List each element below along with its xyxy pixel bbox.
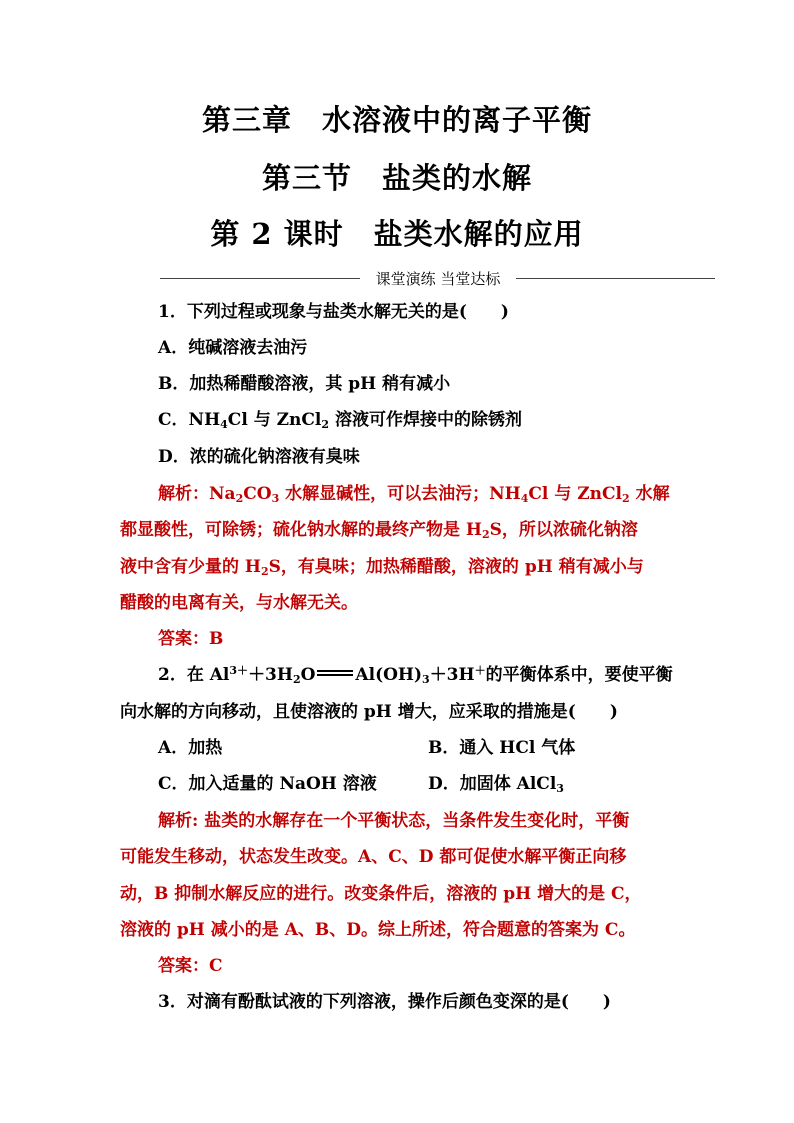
- q2-answer: [158, 954, 223, 978]
- q3-stem: 3．对滴有酚酞试液的下列溶液，操作后颜色变深的是( ): [158, 992, 611, 1012]
- subscript: 2: [260, 565, 269, 578]
- q2-analysis-line-1: [158, 809, 629, 833]
- q1-stem: 1．下列过程或现象与盐类水解无关的是( ): [158, 302, 509, 322]
- chapter-title: 第三章 水溶液中的离子平衡: [201, 103, 592, 137]
- section-divider: [160, 268, 715, 288]
- text-segment: S，有臭味；加热稀醋酸，溶液的 pH 稍有减小与: [268, 557, 644, 577]
- text-segment: O: [300, 665, 316, 685]
- text-segment: 2．在 Al: [158, 665, 230, 685]
- q2-stem-line-2: 向水解的方向移动，且使溶液的 pH 增大，应采取的措施是( ): [120, 702, 618, 722]
- q2-analysis-line-2: 可能发生移动，状态发生改变。A、C、D 都可促使水解平衡正向移: [120, 847, 627, 867]
- text-segment: D．加固体 AlCl: [428, 774, 557, 794]
- text-segment: Cl 与 ZnCl: [528, 484, 622, 504]
- answer-label: 答案: [158, 956, 192, 976]
- text-segment: Cl 与 ZnCl: [227, 410, 322, 430]
- q2-option-b: B．通入 HCl 气体: [428, 738, 576, 758]
- answer-value: ：C: [192, 956, 223, 976]
- q2-option-c: C．加入适量的 NaOH 溶液: [158, 774, 377, 794]
- q1-analysis-line-4: 醋酸的电离有关，与水解无关。: [120, 593, 358, 613]
- q1-option-b: B．加热稀醋酸溶液，其 pH 稍有减小: [158, 374, 451, 394]
- subscript: 2: [235, 492, 244, 505]
- subscript: 2: [321, 418, 330, 431]
- answer-label: 答案: [158, 629, 192, 649]
- q1-analysis-line-1: [158, 482, 670, 506]
- q1-option-c: [158, 408, 522, 432]
- text-segment: S，所以浓硫化钠溶: [489, 520, 638, 540]
- section-title: 第三节 盐类的水解: [261, 161, 532, 195]
- text-segment: ：Na: [192, 484, 236, 504]
- text-segment: C．NH: [158, 410, 221, 430]
- text-segment: 溶液可作焊接中的除锈剂: [329, 410, 522, 430]
- q2-option-d: [428, 772, 564, 796]
- subscript: 4: [220, 418, 228, 431]
- divider-line-right: [516, 278, 715, 279]
- divider-label: 课堂演练 当堂达标: [375, 270, 501, 288]
- text-segment: 都显酸性，可除锈；硫化钠水解的最终产物是 H: [120, 520, 482, 540]
- text-segment: ＋3H: [429, 665, 475, 685]
- q1-analysis-line-3: [120, 555, 644, 579]
- answer-value: ：B: [192, 629, 224, 649]
- subscript: 2: [292, 673, 301, 686]
- q2-stem-line-1: [158, 663, 673, 687]
- equilibrium-arrow-icon: [317, 669, 353, 677]
- subscript: 2: [622, 492, 630, 505]
- q2-analysis-line-3: 动，B 抑制水解反应的进行。改变条件后，溶液的 pH 增大的是 C，: [120, 884, 642, 904]
- q2-analysis-line-4: 溶液的 pH 减小的是 A、B、D。综上所述，符合题意的答案为 C。: [120, 920, 636, 940]
- q2-option-a: A．加热: [158, 738, 223, 758]
- text-segment: ＋3H: [248, 665, 293, 685]
- subscript: 3: [271, 492, 280, 505]
- superscript: 3＋: [229, 664, 249, 677]
- q1-option-a: A．纯碱溶液去油污: [158, 338, 308, 358]
- text-segment: 的平衡体系中，要使平衡: [485, 665, 673, 685]
- q1-answer: [158, 627, 223, 651]
- text-segment: 水解显碱性，可以去油污；NH: [279, 484, 521, 504]
- text-segment: CO: [243, 484, 272, 504]
- divider-line-left: [160, 278, 360, 279]
- subscript: 3: [556, 782, 564, 795]
- text-segment: Al(OH): [355, 665, 423, 685]
- text-segment: : 盐类的水解存在一个平衡状态，当条件发生变化时，平衡: [192, 811, 630, 831]
- analysis-label: 解析: [158, 811, 192, 831]
- text-segment: 水解: [629, 484, 670, 504]
- superscript: ＋: [474, 664, 486, 677]
- text-segment: 液中含有少量的 H: [120, 557, 261, 577]
- subscript: 2: [481, 528, 490, 541]
- analysis-label: 解析: [158, 484, 192, 504]
- q1-option-d: D．浓的硫化钠溶液有臭味: [158, 447, 360, 467]
- lesson-title: 第 2 课时 盐类水解的应用: [210, 217, 584, 251]
- subscript: 3: [422, 673, 430, 686]
- q1-analysis-line-2: [120, 518, 638, 542]
- subscript: 4: [520, 492, 529, 505]
